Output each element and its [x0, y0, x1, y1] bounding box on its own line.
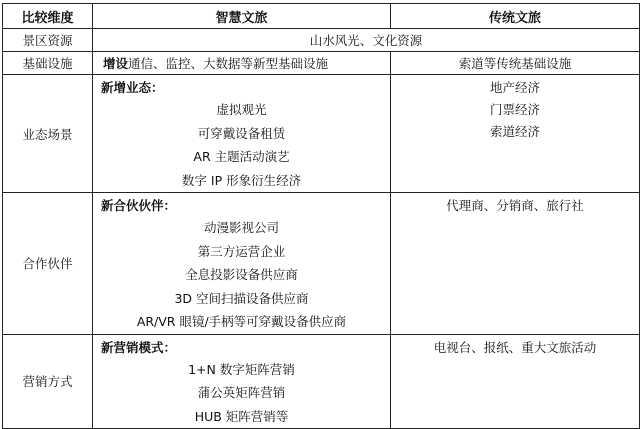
marketing-smart-title: 新营销模式： — [101, 339, 177, 355]
row-label-partners: 合作伙伴 — [3, 193, 93, 335]
infra-smart-cell — [93, 52, 391, 75]
marketing-traditional-cell — [391, 334, 640, 429]
row-label-marketing: 营销方式 — [3, 334, 93, 429]
header-smart-tourism: 智慧文旅 — [93, 4, 391, 29]
business-traditional-list — [391, 75, 639, 143]
business-smart-cell — [93, 75, 391, 193]
list-item: 门票经济 — [489, 102, 540, 117]
list-item: 蒲公英矩阵营销 — [197, 385, 286, 400]
partners-traditional-cell — [391, 193, 640, 335]
marketing-smart-cell — [93, 334, 391, 429]
business-traditional-cell — [391, 75, 640, 193]
header-row — [3, 4, 640, 29]
infra-smart-text: 通信、监控、大数据等新型基础设施 — [128, 56, 329, 71]
list-item: 可穿戴设备租赁 — [197, 125, 286, 141]
list-item: AR/VR 眼镜/手柄等可穿戴设备供应商 — [136, 314, 347, 329]
partners-smart-title: 新合伙伙伴： — [101, 198, 177, 213]
list-item: 动漫影视公司 — [203, 220, 279, 235]
business-smart-list — [93, 98, 390, 192]
list-item: HUB 矩阵营销等 — [194, 408, 289, 424]
list-item: 3D 空间扫描设备供应商 — [174, 290, 309, 306]
business-smart-title: 新增业态： — [101, 80, 164, 95]
infra-traditional-cell: 索道等传统基础设施 — [391, 52, 640, 75]
row-label-infra: 基础设施 — [3, 52, 93, 75]
infra-smart-bold: 增设 — [103, 56, 129, 71]
comparison-table — [2, 3, 640, 429]
table-row-infra — [3, 52, 640, 75]
scenic-merged-cell: 山水风光、文化资源 — [93, 29, 640, 52]
list-item: 第三方运营企业 — [197, 243, 286, 259]
partners-smart-cell — [93, 193, 391, 335]
marketing-smart-list — [93, 358, 390, 429]
list-item: 1+N 数字矩阵营销 — [188, 361, 295, 377]
list-item: 代理商、分销商、旅行社 — [446, 198, 584, 213]
list-item: 全息投影设备供应商 — [185, 267, 298, 282]
list-item: 索道经济 — [489, 124, 540, 139]
table-row-marketing — [3, 334, 640, 429]
list-item: AR 主题活动演艺 — [193, 149, 290, 164]
list-item: 地产经济 — [489, 80, 540, 95]
partners-smart-list — [93, 216, 390, 334]
header-traditional-tourism: 传统文旅 — [391, 4, 640, 29]
marketing-traditional-list — [391, 335, 639, 359]
row-label-business: 业态场景 — [3, 75, 93, 193]
row-label-scenic: 景区资源 — [3, 29, 93, 52]
list-item: 虚拟观光 — [216, 102, 267, 117]
list-item: 数字 IP 形象衍生经济 — [181, 172, 302, 188]
table-row-partners — [3, 193, 640, 335]
table-row-business — [3, 75, 640, 193]
list-item: 电视台、报纸、重大文旅活动 — [433, 339, 597, 355]
header-dimension: 比较维度 — [3, 4, 93, 29]
table-row-scenic — [3, 29, 640, 52]
partners-traditional-list — [391, 193, 639, 217]
